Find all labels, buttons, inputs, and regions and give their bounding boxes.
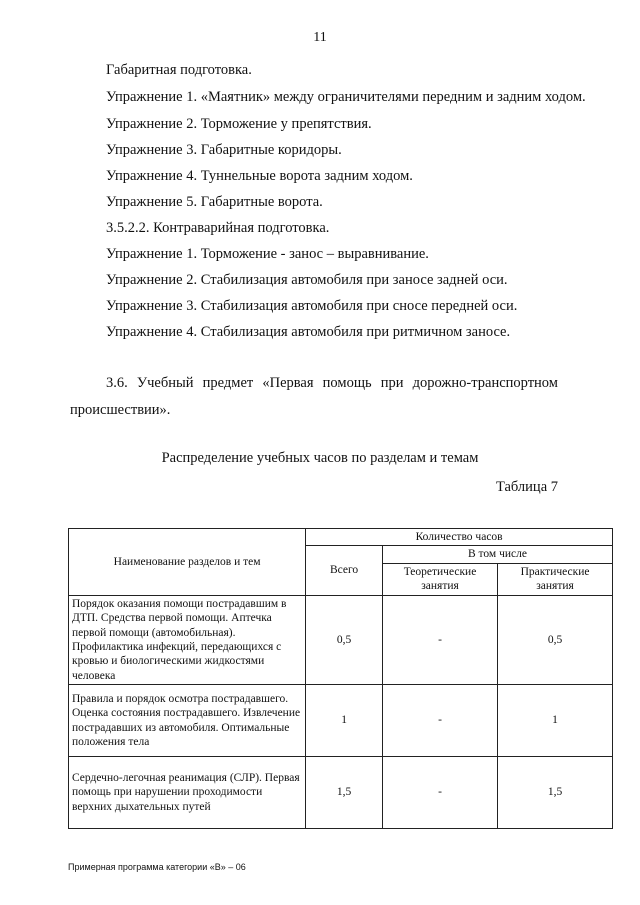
text-line: Упражнение 1. «Маятник» между ограничителями передним и задним ходом. — [106, 89, 586, 105]
row-theory: - — [382, 757, 497, 829]
page-number: 11 — [313, 30, 327, 45]
row-topic: Правила и порядок осмотра пострадавшего. Оценка состояния пострадавшего. Извлечение пострадавших из автомобиля. Оптимальные положения тела — [69, 685, 306, 757]
text-line: Упражнение 3. Габаритные коридоры. — [106, 142, 342, 158]
section-word: предмет — [202, 375, 254, 391]
text-line: Упражнение 5. Габаритные ворота. — [106, 194, 323, 210]
footer: Примерная программа категории «В» – 06 — [68, 862, 246, 872]
header-hours: Количество часов — [306, 529, 613, 546]
row-total: 0,5 — [306, 595, 383, 684]
text-line: Упражнение 4. Туннельные ворота задним ходом. — [106, 168, 413, 184]
header-including: В том числе — [382, 546, 612, 563]
header-topics: Наименование разделов и тем — [69, 529, 306, 596]
table-row — [69, 595, 613, 684]
row-theory: - — [382, 685, 497, 757]
section-word: Учебный — [136, 375, 194, 391]
header-theory: Теоретические занятия — [382, 563, 497, 595]
row-total: 1 — [306, 685, 383, 757]
text-line: Упражнение 2. Торможение у препятствия. — [106, 116, 372, 132]
section-word: при — [380, 375, 404, 391]
hours-table — [68, 528, 613, 829]
text-line: Упражнение 3. Стабилизация автомобиля при сносе передней оси. — [106, 298, 518, 314]
text-line: Упражнение 2. Стабилизация автомобиля при заносе задней оси. — [106, 272, 508, 288]
header-total: Всего — [306, 546, 383, 595]
row-practice: 1 — [498, 685, 613, 757]
section-word: «Первая — [262, 375, 314, 391]
row-topic: Сердечно-легочная реанимация (СЛР). Первая помощь при нарушении проходимости верхних дыхательных путей — [69, 757, 306, 829]
header-practice: Практические занятия — [498, 563, 613, 595]
section-word: дорожно-транспортном — [412, 375, 558, 391]
row-theory: - — [382, 595, 497, 684]
row-practice: 1,5 — [498, 757, 613, 829]
row-practice: 0,5 — [498, 595, 613, 684]
table-row — [69, 757, 613, 829]
section-word: 3.6. — [106, 375, 128, 391]
table-row — [69, 685, 613, 757]
distribution-title: Распределение учебных часов по разделам и темам — [161, 450, 479, 466]
text-line: Габаритная подготовка. — [106, 62, 252, 78]
section-word: помощь — [322, 375, 372, 391]
section-heading-continuation: происшествии». — [70, 402, 171, 418]
text-line: Упражнение 4. Стабилизация автомобиля при ритмичном заносе. — [106, 324, 511, 340]
row-topic: Порядок оказания помощи пострадавшим в ДТП. Средства первой помощи. Аптечка первой помощи (автомобильная). Профилактика инфекций, передающихся с кровью и биологическими жидкостями человека — [69, 595, 306, 684]
section-heading — [106, 375, 558, 392]
row-total: 1,5 — [306, 757, 383, 829]
text-line: Упражнение 1. Торможение - занос – выравнивание. — [106, 246, 429, 262]
text-line: 3.5.2.2. Контраварийная подготовка. — [106, 220, 330, 236]
table-label: Таблица 7 — [495, 479, 558, 495]
